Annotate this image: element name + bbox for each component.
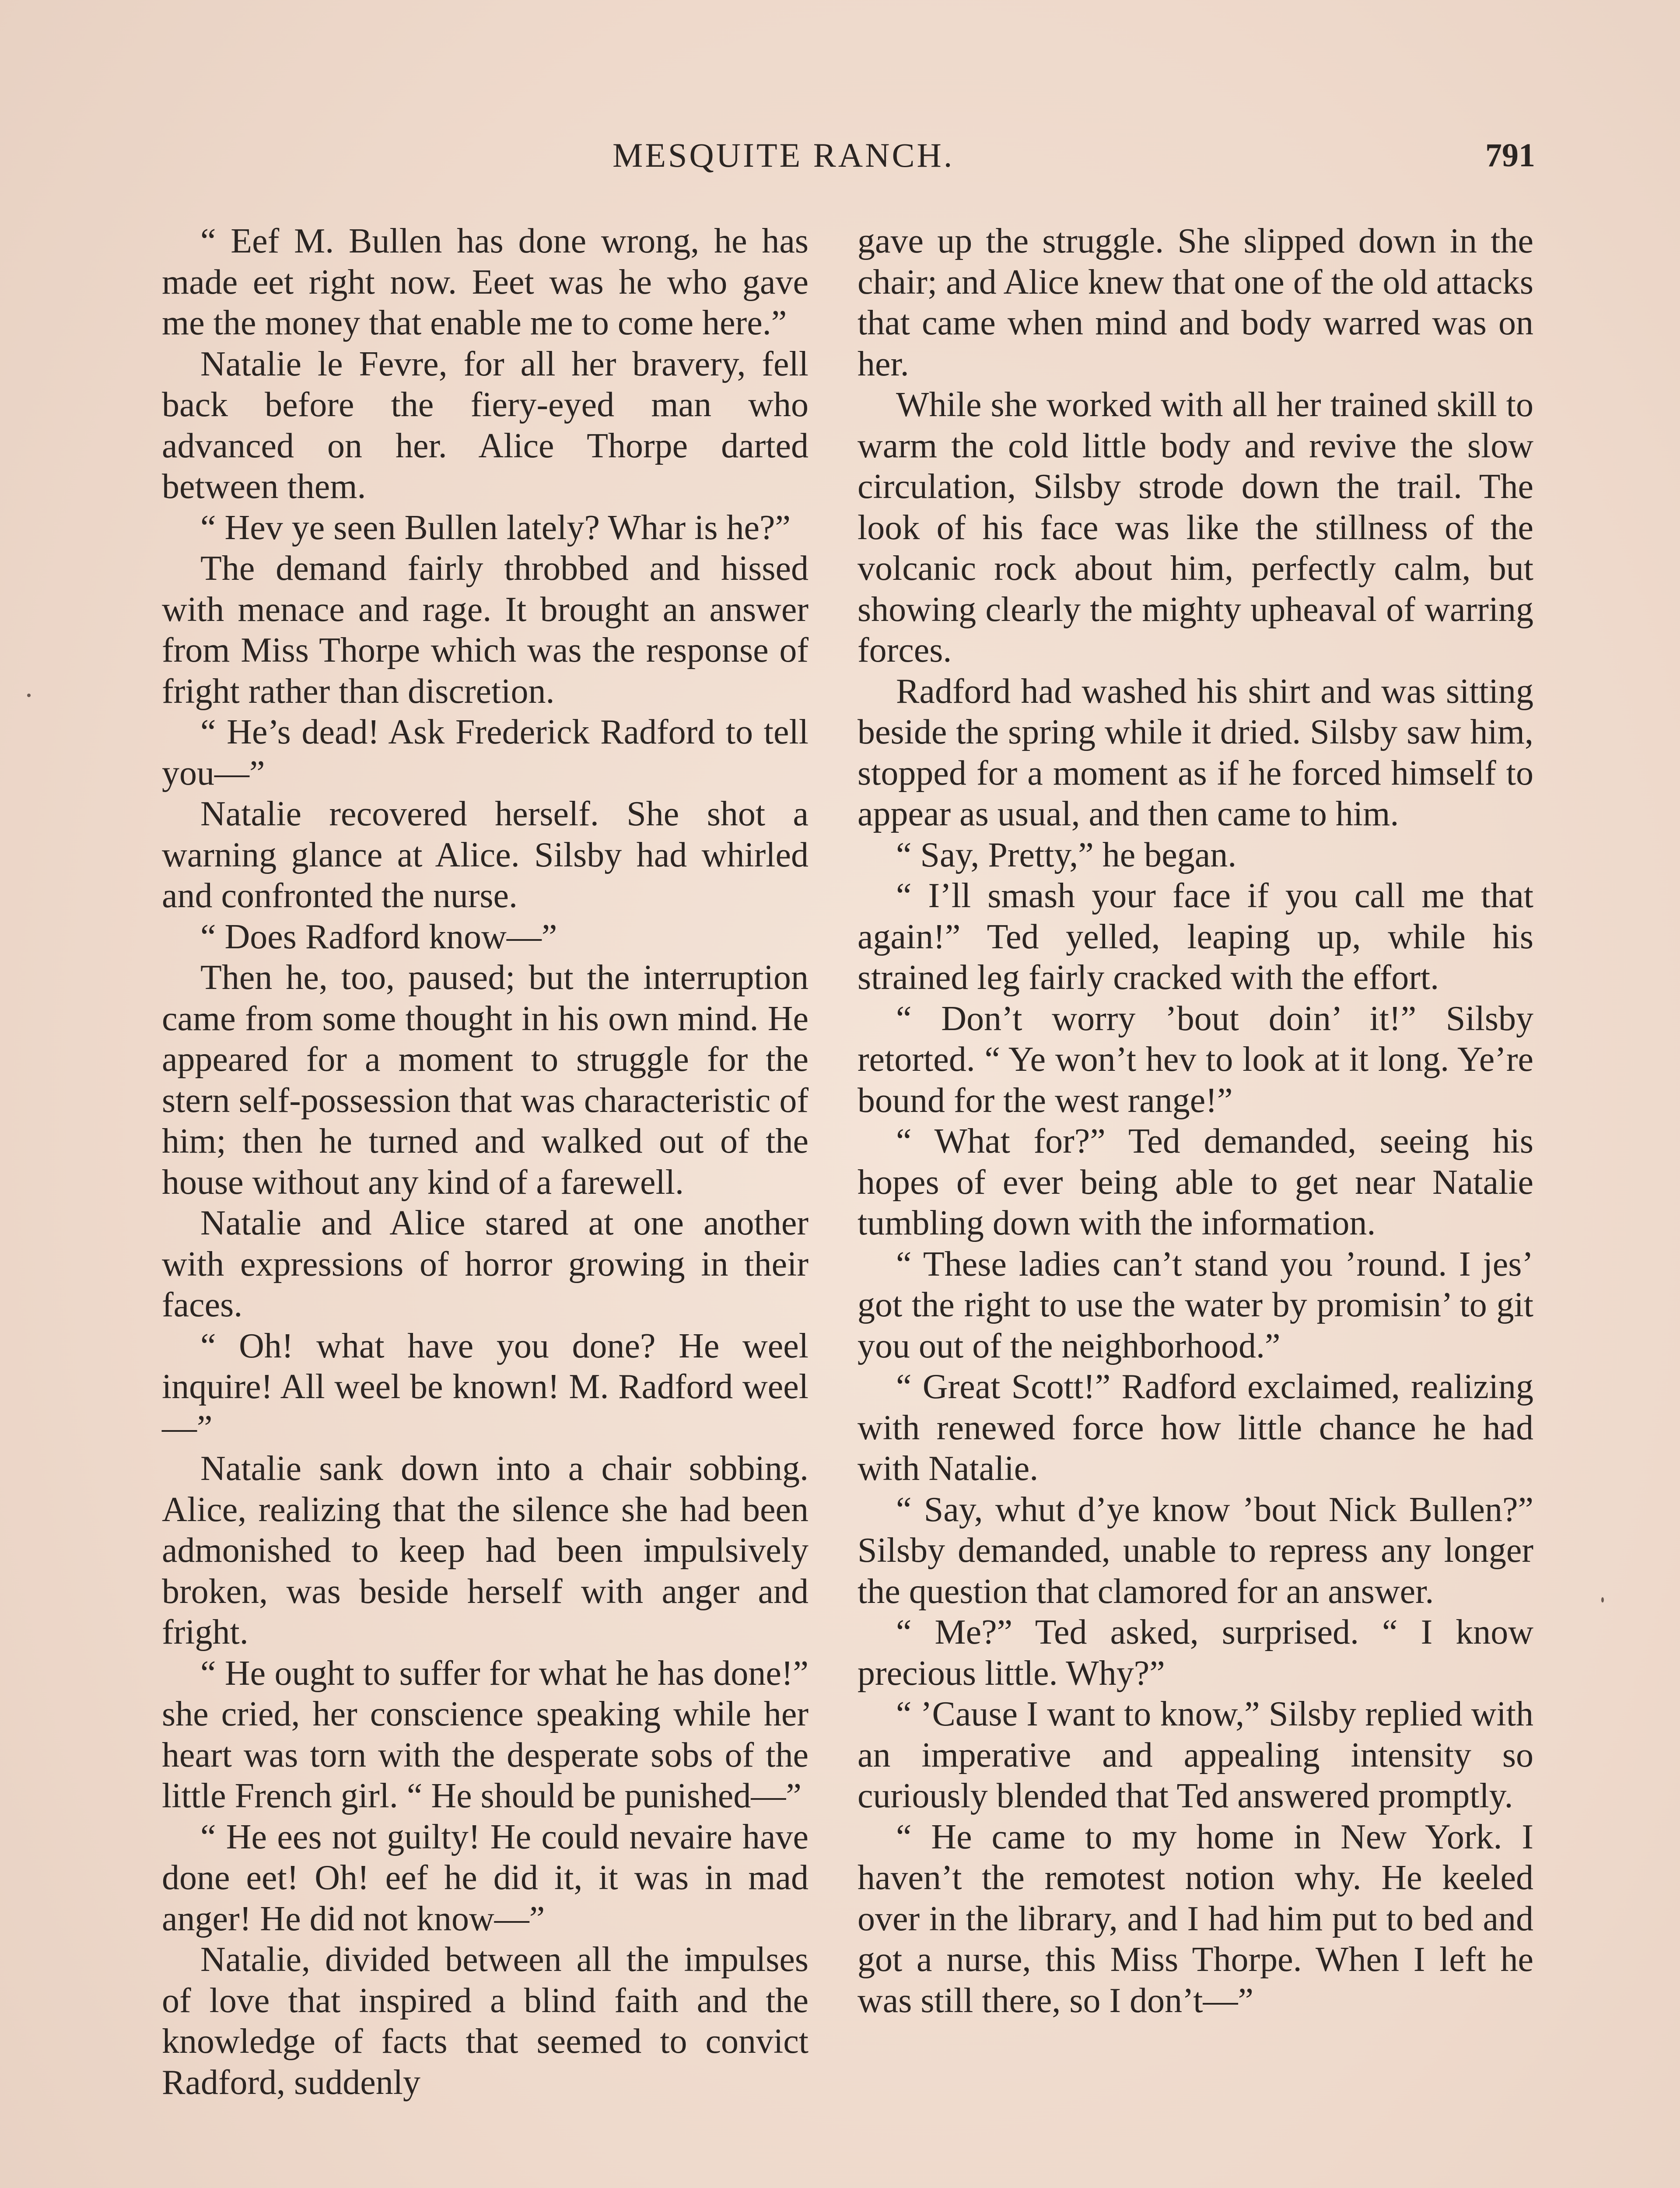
- paragraph: “ Eef M. Bullen has done wrong, he has made eet right now. Eeet was he who gave me the money that enable me to come here.”: [162, 222, 808, 342]
- print-speck: [1601, 1597, 1604, 1602]
- paragraph: Radford had washed his shirt and was sitting beside the spring while it dried. Silsby saw him, stopped for a moment as if he forced himself to appear as usual, and then came to him.: [858, 672, 1533, 833]
- paragraph: “ Does Radford know—”: [200, 917, 557, 956]
- page-header: [0, 131, 1680, 179]
- left-text-column: [162, 221, 808, 2103]
- paragraph: “ ’Cause I want to know,” Silsby replied with an imperative and appealing intensity so curiously blended that Ted answered promptly.: [858, 1695, 1533, 1815]
- running-title: MESQUITE RANCH.: [612, 136, 955, 174]
- page-number: 791: [1485, 137, 1535, 174]
- paragraph: Then he, too, paused; but the interruption came from some thought in his own mind. He appeared for a moment to struggle for the stern self-possession that was characteristic of him; then he turned and walked out of the house without any kind of a farewell.: [162, 958, 808, 1202]
- paragraph: “ I’ll smash your face if you call me that again!” Ted yelled, leaping up, while his strained leg fairly cracked with the effort.: [858, 877, 1533, 997]
- paragraph: “ Great Scott!” Radford exclaimed, realizing with renewed force how little chance he had with Natalie.: [858, 1368, 1533, 1488]
- paragraph: “ He’s dead! Ask Frederick Radford to tell you—”: [162, 713, 808, 792]
- paragraph: “ He ought to suffer for what he has done!” she cried, her conscience speaking while her heart was torn with the desperate sobs of the little French girl. “ He should be punished—”: [162, 1654, 808, 1815]
- paragraph: Natalie and Alice stared at one another with expressions of horror growing in their faces.: [162, 1204, 808, 1324]
- paragraph-continued: gave up the struggle. She slipped down in the chair; and Alice knew that one of the old attacks that came when mind and body warred was on her.: [858, 222, 1533, 383]
- paragraph: “ Say, Pretty,” he began.: [896, 835, 1237, 874]
- paragraph: Natalie, divided between all the impulses of love that inspired a blind faith and the knowledge of facts that seemed to convict Radford, suddenly: [162, 1940, 808, 2102]
- paragraph: “ He came to my home in New York. I haven’t the remotest notion why. He keeled over in the library, and I had him put to bed and got a nurse, this Miss Thorpe. When I left he was still there, so I don’t—”: [858, 1817, 1533, 2020]
- paragraph: “ Me?” Ted asked, surprised. “ I know precious little. Why?”: [858, 1613, 1533, 1693]
- paragraph: “ Hev ye seen Bullen lately? Whar is he?”: [200, 508, 791, 547]
- print-speck: [27, 694, 31, 697]
- paragraph: “ He ees not guilty! He could nevaire have done eet! Oh! eef he did it, it was in mad anger! He did not know—”: [162, 1817, 808, 1938]
- paragraph: “ What for?” Ted demanded, seeing his hopes of ever being able to get near Natalie tumbling down with the information.: [858, 1122, 1533, 1242]
- paragraph: While she worked with all her trained skill to warm the cold little body and revive the slow circulation, Silsby strode down the trail. The look of his face was like the stillness of the volcanic rock about him, perfectly calm, but showing clearly the mighty upheaval of warring forces.: [858, 386, 1533, 670]
- paragraph: “ Oh! what have you done? He weel inquire! All weel be known! M. Radford weel—”: [162, 1326, 808, 1447]
- paragraph: Natalie le Fevre, for all her bravery, fell back before the fiery-eyed man who advanced on her. Alice Thorpe darted between them.: [162, 344, 808, 506]
- paragraph: Natalie sank down into a chair sobbing. Alice, realizing that the silence she had been admonished to keep had been impulsively broken, was beside herself with anger and fright.: [162, 1449, 808, 1652]
- paragraph: Natalie recovered herself. She shot a warning glance at Alice. Silsby had whirled and confronted the nurse.: [162, 795, 808, 915]
- right-text-column: [858, 221, 1533, 2021]
- paragraph: “ These ladies can’t stand you ’round. I jes’ got the right to use the water by promisin’ to git you out of the neighborhood.”: [858, 1245, 1533, 1365]
- paragraph: The demand fairly throbbed and hissed with menace and rage. It brought an answer from Miss Thorpe which was the response of fright rather than discretion.: [162, 549, 808, 711]
- paragraph: “ Don’t worry ’bout doin’ it!” Silsby retorted. “ Ye won’t hev to look at it long. Ye’re bound for the west range!”: [858, 999, 1533, 1120]
- paragraph: “ Say, whut d’ye know ’bout Nick Bullen?” Silsby demanded, unable to repress any longer the question that clamored for an answer.: [858, 1490, 1533, 1611]
